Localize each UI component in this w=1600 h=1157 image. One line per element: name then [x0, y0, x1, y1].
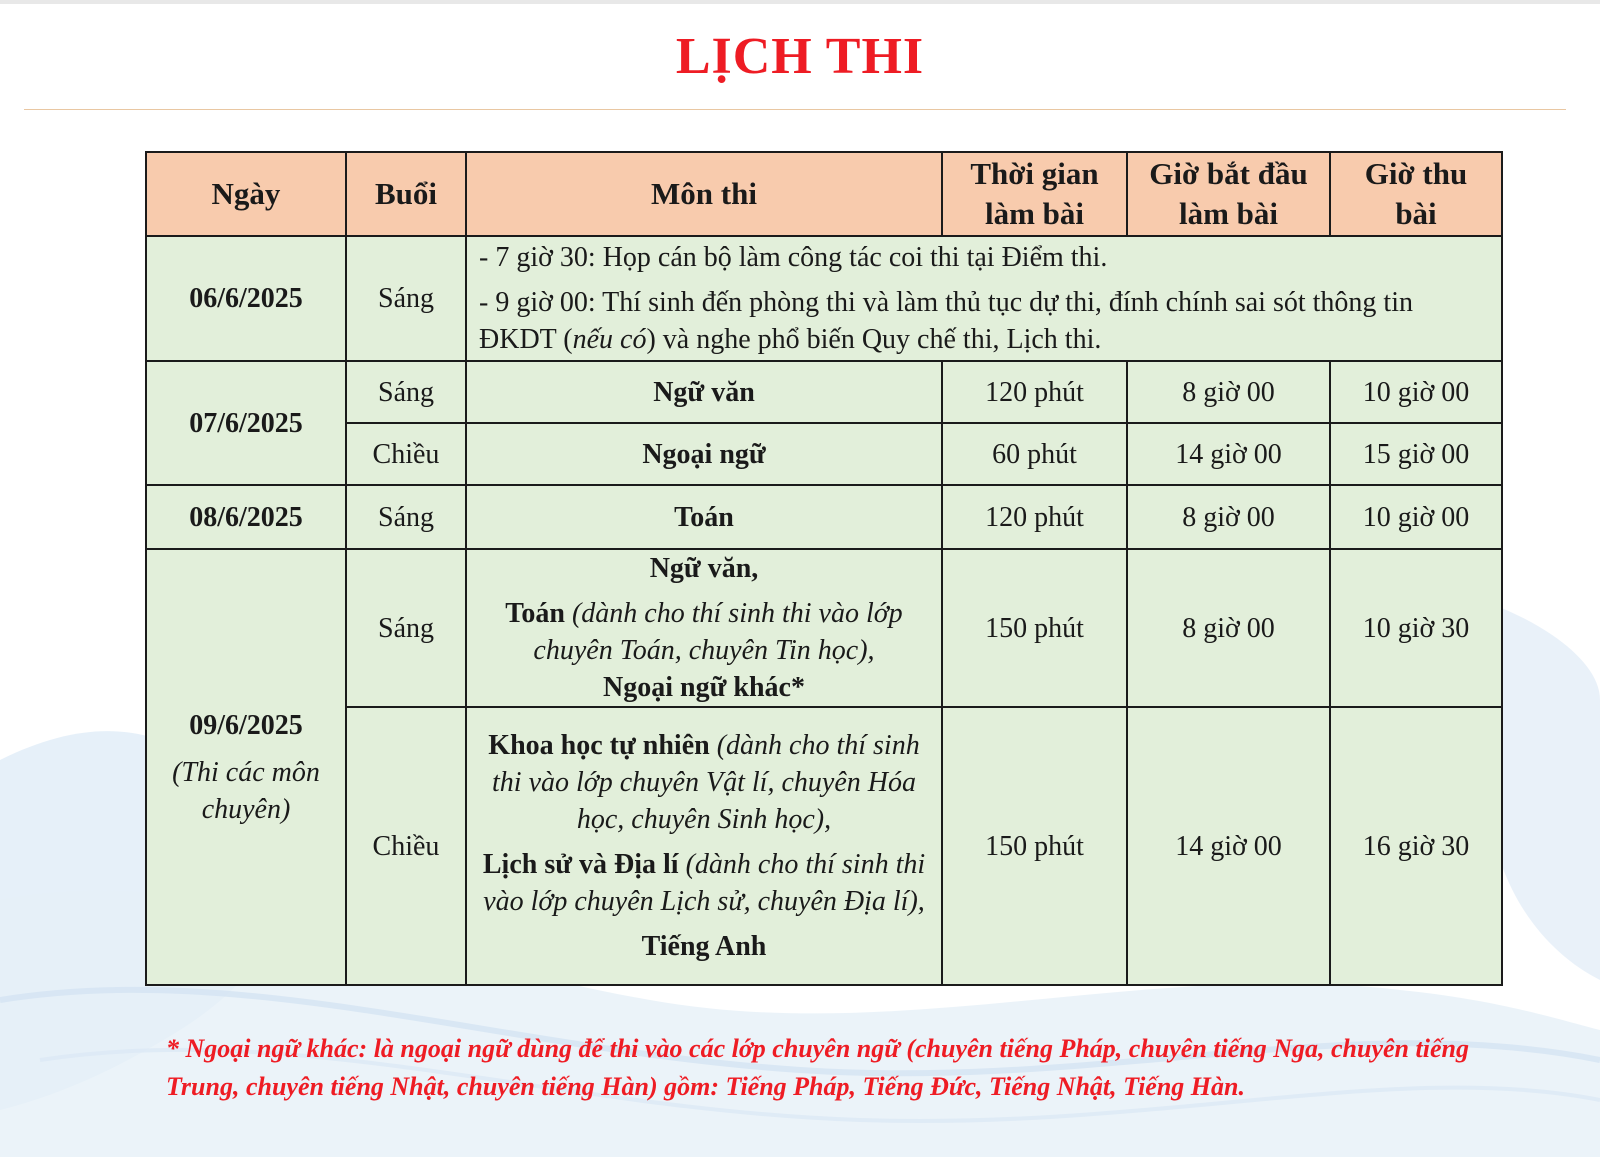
session-cell: Chiều: [346, 423, 466, 485]
end-time-cell: 16 giờ 30: [1330, 707, 1502, 985]
duration-cell: 150 phút: [942, 707, 1127, 985]
session-cell: Sáng: [346, 485, 466, 549]
footnote: * Ngoại ngữ khác: là ngoại ngữ dùng để thi vào các lớp chuyên ngữ (chuyên tiếng Pháp, chuyên tiếng Nga, chuyên tiếng Trung, chuyên tiếng Nhật, chuyên tiếng Hàn) gồm: Tiếng Pháp, Tiếng Đức, Tiếng Nhật, Tiếng Hàn.: [166, 1034, 1469, 1101]
subject-cell: Ngữ văn: [466, 361, 942, 423]
header-mon-thi: Môn thi: [466, 152, 942, 236]
duration-cell: 120 phút: [942, 485, 1127, 549]
date-cell: 06/6/2025: [146, 236, 346, 361]
header-buoi: Buổi: [346, 152, 466, 236]
date-note: (Thi các môn chuyên): [172, 756, 320, 825]
date-text: 09/6/2025: [189, 709, 303, 741]
table-row: [146, 423, 1502, 485]
subject-cell: Ngữ văn, Toán (dành cho thí sinh thi vào lớp chuyên Toán, chuyên Tin học), Ngoại ngữ khác*: [466, 549, 942, 707]
start-time-cell: 8 giờ 00: [1127, 485, 1330, 549]
date-cell: 08/6/2025: [146, 485, 346, 549]
duration-cell: 120 phút: [942, 361, 1127, 423]
subject-cell: Ngoại ngữ: [466, 423, 942, 485]
duration-cell: 60 phút: [942, 423, 1127, 485]
exam-schedule-table: [145, 151, 1503, 986]
header-thoi-gian: Thời gian làm bài: [942, 152, 1127, 236]
start-time-cell: 8 giờ 00: [1127, 361, 1330, 423]
session-cell: Chiều: [346, 707, 466, 985]
table-row: [146, 707, 1502, 985]
table-row: [146, 549, 1502, 707]
table-row: [146, 236, 1502, 361]
date-cell: [146, 549, 346, 985]
end-time-cell: 10 giờ 00: [1330, 361, 1502, 423]
end-time-cell: 10 giờ 00: [1330, 485, 1502, 549]
header-gio-thu: Giờ thu bài: [1330, 152, 1502, 236]
header-gio-bat-dau: Giờ bắt đầu làm bài: [1127, 152, 1330, 236]
header-ngay: Ngày: [146, 152, 346, 236]
subject-cell: Toán: [466, 485, 942, 549]
table-row: [146, 485, 1502, 549]
date-cell: 07/6/2025: [146, 361, 346, 485]
note-line-2: - 9 giờ 00: Thí sinh đến phòng thi và làm thủ tục dự thi, đính chính sai sót thông tin ĐKDT (nếu có) và nghe phổ biến Quy chế thi, Lịch thi.: [479, 287, 1413, 355]
session-cell: Sáng: [346, 236, 466, 361]
end-time-cell: 10 giờ 30: [1330, 549, 1502, 707]
duration-cell: 150 phút: [942, 549, 1127, 707]
page-title: LỊCH THI: [675, 28, 925, 85]
table-row: [146, 361, 1502, 423]
header-row: [146, 152, 1502, 236]
subject-cell: Khoa học tự nhiên (dành cho thí sinh thi vào lớp chuyên Vật lí, chuyên Hóa học, chuyên Sinh học), Lịch sử và Địa lí (dành cho thí sinh thi vào lớp chuyên Lịch sử, chuyên Địa lí), Tiếng Anh: [466, 707, 942, 985]
start-time-cell: 14 giờ 00: [1127, 423, 1330, 485]
end-time-cell: 15 giờ 00: [1330, 423, 1502, 485]
session-cell: Sáng: [346, 361, 466, 423]
procedure-notes: [466, 236, 1502, 361]
session-cell: Sáng: [346, 549, 466, 707]
title-divider: [24, 109, 1566, 110]
note-line-1: - 7 giờ 30: Họp cán bộ làm công tác coi thi tại Điểm thi.: [479, 242, 1108, 273]
start-time-cell: 14 giờ 00: [1127, 707, 1330, 985]
start-time-cell: 8 giờ 00: [1127, 549, 1330, 707]
